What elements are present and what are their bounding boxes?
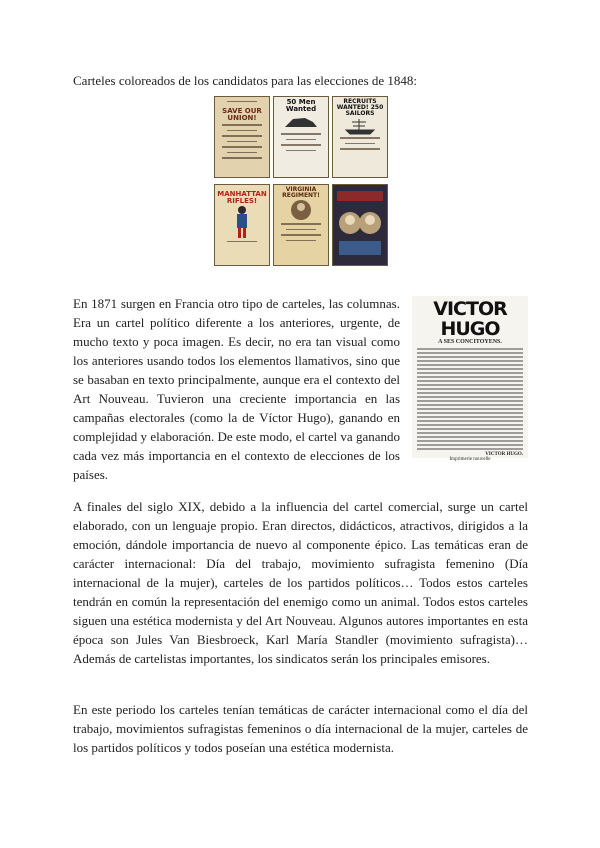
soldier-icon [231,205,253,239]
manhattan-rifles-poster: MANHATTAN RIFLES! [214,184,270,266]
poster-caption: Carteles coloreados de los candidatos para las elecciones de 1848: [73,73,418,88]
save-our-union-poster: SAVE OUR UNION! [214,96,270,178]
virginia-regiment-poster: VIRGINIA REGIMENT! [273,184,329,266]
ship-icon [342,117,378,135]
portrait-icon [288,199,314,221]
recruits-wanted-poster: RECRUITS WANTED! 250 SAILORS [332,96,388,178]
paragraph-columns-1871: En 1871 surgen en Francia otro tipo de carteles, las columnas. Era un cartel político diferente a los anteriores, urgente, de mucho texto y poca imagen. Es decir, no era tan visual como los anteriores usando todos los elementos llamativos, sino que se basaban en texto principalmente, aunque era el contexto del Art Nouveau. Tuvieron una creciente importancia en las campañas electorales (como la de Víctor Hugo), ganando en complejidad y elaboración. De este modo, el cartel va ganando cada vez más importancia en el contexto de elecciones de los países. [73,296,400,482]
paragraph-late-19th-century: A finales del siglo XIX, debido a la influencia del cartel comercial, surge un cartel elaborado, con un lenguaje propio. Eran directos, didácticos, atractivos, dirigidos a la emoción, dándole importancia de nuevo al componente épico. Las temáticas eran de carácter internacional: Día del trabajo, movimiento sufragista femenino (Día internacional de la mujer), carteles de los partidos políticos… Todos estos carteles tendrán en común la representación del enemigo como un animal. Todos estos carteles siguen una estética modernista y del Art Nouveau. Algunos autores importantes en esta época son Jules Van Biesbroeck, Karl María Standler (movimiento sufragista)… Además de cartelistas importantes, los sindicatos serán los principales emisores. [73,499,528,666]
candidates-portrait-icon [335,187,385,263]
victor-hugo-subtitle: A SES CONCITOYENS. [438,339,502,345]
paragraph-period-summary: En este periodo los carteles tenían temáticas de carácter internacional como el día del trabajo, movimientos sufragistas femeninos o día internacional de la mujer, carteles de los partidos políticos y todos poseían una estética modernista. [73,702,528,755]
victor-hugo-poster [412,296,528,462]
candidates-portrait-poster [332,184,388,266]
men-wanted-poster: 50 Men Wanted [273,96,329,178]
election-posters-grid [214,96,388,266]
victor-hugo-title: VICTOR HUGO [433,298,507,340]
victor-hugo-footer: Imprimerie nouvelle [449,457,491,462]
victor-hugo-signature: VICTOR HUGO. [485,452,523,457]
horse-rider-icon [281,113,321,131]
